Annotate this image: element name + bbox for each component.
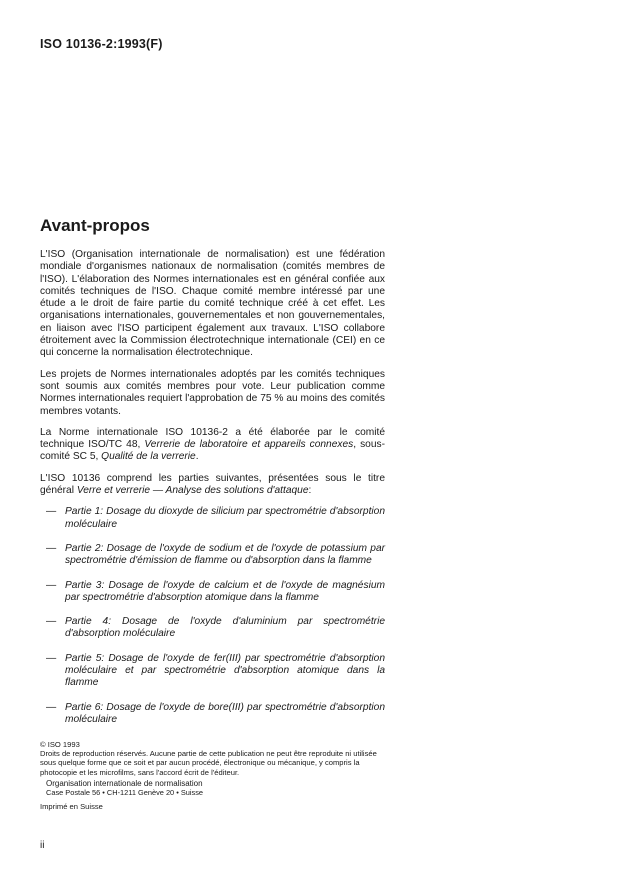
section-title: Avant-propos	[40, 216, 150, 235]
list-item-part-5: — Partie 5: Dosage de l'oxyde de fer(III) par spectrométrie d'absorption moléculaire et par spectrométrie d'absorption atomique dans la flamme	[46, 652, 385, 689]
document-code: ISO 10136-2:1993(F)	[40, 37, 163, 51]
list-item-part-2: — Partie 2: Dosage de l'oxyde de sodium et de l'oxyde de potassium par spectrométrie d'émission de flamme ou d'absorption dans la flamme	[46, 542, 385, 567]
copyright-block	[40, 740, 385, 811]
paragraph-parts-intro: L'ISO 10136 comprend les parties suivantes, présentées sous le titre général Verre et verrerie — Analyse des solutions d'attaque:	[40, 472, 385, 497]
list-item-part-1: — Partie 1: Dosage du dioxyde de silicium par spectrométrie d'absorption moléculaire	[46, 506, 385, 530]
list-item-part-3: — Partie 3: Dosage de l'oxyde de calcium et de l'oxyde de magnésium par spectrométrie d'absorption atomique dans la flamme	[46, 579, 385, 603]
list-item-part-4: — Partie 4: Dosage de l'oxyde d'aluminium par spectrométrie d'absorption moléculaire	[46, 616, 385, 640]
parts-list	[40, 506, 385, 726]
list-item-part-6: — Partie 6: Dosage de l'oxyde de bore(III) par spectrométrie d'absorption moléculaire	[46, 701, 385, 725]
publisher-address: Case Postale 56 • CH-1211 Genève 20 • Suisse	[46, 788, 204, 798]
copyright-line: © ISO 1993	[40, 740, 80, 749]
rights-notice: Droits de reproduction réservés. Aucune partie de cette publication ne peut être reproduite ni utilisée sous quelque forme que ce soit et par aucun procédé, électronique ou mécanique, y compris la photocopie et les microfilms, sans l'accord écrit de l'éditeur.	[40, 749, 377, 777]
foreword-body	[40, 249, 385, 726]
printed-in: Imprimé en Suisse	[40, 802, 103, 812]
paragraph-draft-standards: Les projets de Normes internationales adoptés par les comités techniques sont soumis aux comités membres pour vote. Leur publication comme Normes internationales requiert l'approbation de 75 % au moins des comités membres votants.	[40, 368, 385, 417]
paragraph-committee: La Norme internationale ISO 10136-2 a été élaborée par le comité technique ISO/TC 48, Verrerie de laboratoire et appareils connexes, sous-comité SC 5, Qualité de la verrerie.	[40, 426, 385, 463]
paragraph-iso-intro: L'ISO (Organisation internationale de normalisation) est une fédération mondiale d'organismes nationaux de normalisation (comités membres de l'ISO). L'élaboration des Normes internationales est en général confiée aux comités techniques de l'ISO. Chaque comité membre intéressé par une étude a le droit de faire partie du comité technique créé à cet effet. Les organisations internationales, gouvernementales et non gouvernementales, en liaison avec l'ISO participent également aux travaux. L'ISO collabore étroitement avec la Commission électrotechnique internationale (CEI) en ce qui concerne la normalisation électrotechnique.	[40, 249, 385, 359]
page-number: ii	[40, 840, 45, 851]
publisher-name: Organisation internationale de normalisation	[46, 778, 203, 788]
